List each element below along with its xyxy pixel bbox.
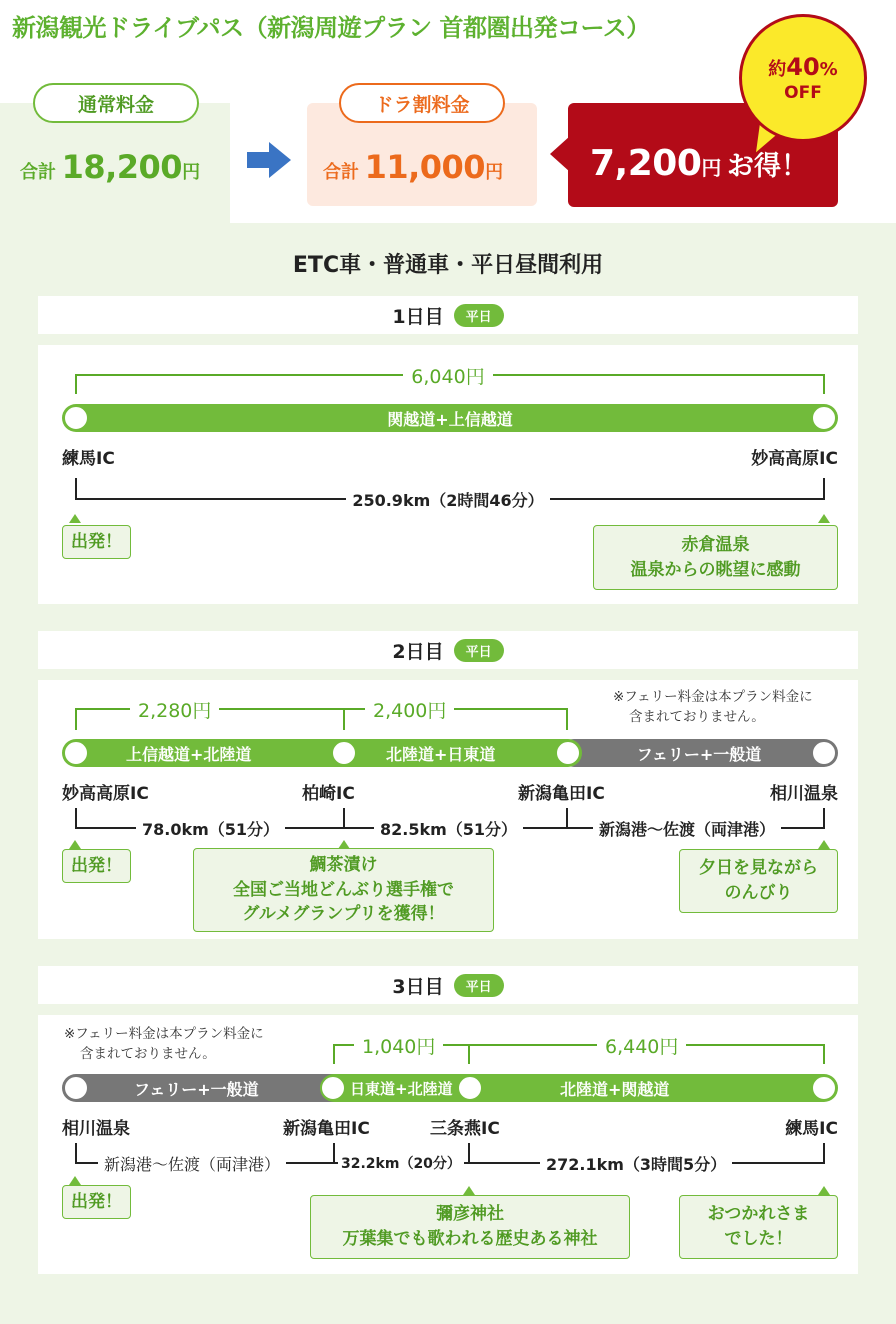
- discount-total-prefix: 合計: [323, 162, 359, 183]
- arrow-right-icon: [245, 140, 293, 180]
- day1-header: [38, 296, 858, 334]
- day3-end-note-1: おつかれさま: [707, 1204, 810, 1225]
- day1-note-line1: 赤倉温泉: [681, 534, 750, 555]
- day2-mid-note-1: 鯛茶漬け: [309, 855, 378, 876]
- day3-road-gray: [62, 1074, 352, 1102]
- day3-dist1: 新潟港〜佐渡（両津港）: [98, 1155, 286, 1174]
- day3-bracket-mid: [468, 1044, 470, 1064]
- day3-dist-tick4: [823, 1143, 825, 1163]
- day3-ferry-note-1: ※フェリー料金は本プラン料金に: [64, 1026, 264, 1042]
- day2-end-note-2: のんびり: [724, 883, 793, 903]
- day2-mid-note: [193, 848, 494, 932]
- day1-start-node: [63, 405, 89, 431]
- day3-bracket-left: [333, 1044, 335, 1064]
- day2-road3-bar: フェリー+一般道: [560, 739, 838, 767]
- usage-conditions: ETC車・普通車・平日昼間利用: [292, 253, 604, 278]
- savings-yen: 円: [701, 156, 722, 180]
- day3-start-marker: [69, 1176, 81, 1185]
- badge-percent: 40: [786, 53, 820, 81]
- day3-end-marker: [818, 1186, 830, 1195]
- normal-total-prefix: 合計: [20, 162, 56, 183]
- day3-node4: [811, 1075, 837, 1101]
- day1-distance: 250.9km（2時間46分）: [346, 491, 549, 510]
- day3-bracket-right: [823, 1044, 825, 1064]
- discount-yen: 円: [485, 162, 504, 183]
- day2-title: 2日目: [392, 640, 444, 663]
- day3-road3: 北陸道+関越道: [560, 1079, 670, 1099]
- day3-dist2-wrap: [338, 1153, 464, 1173]
- day2-price2-wrap: [365, 696, 454, 723]
- normal-price-total: [20, 148, 200, 186]
- weekday-tag: 平日: [454, 639, 504, 662]
- day3-node1: [63, 1075, 89, 1101]
- badge-prefix: 約: [768, 59, 787, 80]
- day2-price2: 2,400円: [365, 700, 454, 722]
- day3-title: 3日目: [392, 975, 444, 998]
- day3-mid-note-1: 彌彦神社: [436, 1204, 504, 1225]
- discount-price-total: [323, 148, 503, 186]
- day1-title: 1日目: [392, 305, 444, 328]
- day2-start-marker: [69, 840, 81, 849]
- day1-price: 6,040円: [403, 366, 492, 388]
- day2-point2: 柏崎IC: [302, 784, 355, 804]
- day2-dist-tick3: [566, 808, 568, 828]
- day3-dist-tick3: [468, 1143, 470, 1163]
- savings-amount: 7,200: [590, 143, 702, 184]
- day2-start-note: 出発！: [62, 849, 131, 883]
- day3-point2: 新潟亀田IC: [283, 1119, 370, 1139]
- day1-end-note: [593, 525, 838, 590]
- day1-end-node: [811, 405, 837, 431]
- day2-road1: 上信越道+北陸道: [126, 744, 252, 764]
- weekday-tag: 平日: [454, 974, 504, 997]
- day2-dist-tick4: [823, 808, 825, 828]
- day2-dist3: 新潟港〜佐渡（両津港）: [593, 820, 781, 839]
- day2-mid-note-2: 全国ご当地どんぶり選手権で: [233, 879, 454, 900]
- day3-node2: [320, 1075, 346, 1101]
- day2-point1: 妙高高原IC: [62, 784, 149, 804]
- badge-percent-sign: %: [819, 59, 838, 80]
- day1-start-note: 出発！: [62, 525, 131, 559]
- day2-end-marker: [818, 840, 830, 849]
- day3-header: [38, 966, 858, 1004]
- day1-note-line2: 温泉からの眺望に感動: [630, 559, 801, 580]
- day2-node3: [555, 740, 581, 766]
- day1-to-ic: 妙高高原IC: [751, 449, 838, 469]
- day2-end-note-1: 夕日を見ながら: [699, 858, 818, 879]
- day2-end-note: [679, 849, 838, 913]
- day2-point4: 相川温泉: [770, 784, 838, 804]
- day1-start-marker: [69, 514, 81, 523]
- day2-dist-tick1: [75, 808, 77, 828]
- day1-road-bar: 関越道+上信越道: [62, 404, 838, 432]
- day2-dist-tick2: [343, 808, 345, 828]
- day2-price1-wrap: [130, 696, 219, 723]
- day2-node2: [331, 740, 357, 766]
- day3-dist-tick2: [333, 1143, 335, 1163]
- normal-yen: 円: [182, 162, 201, 183]
- day3-ferry-note: [64, 1024, 264, 1065]
- day3-ferry-note-2: 含まれておりません。: [80, 1046, 216, 1063]
- day2-node1: [63, 740, 89, 766]
- day1-end-marker: [818, 514, 830, 523]
- day3-road2: 日東道+北陸道: [350, 1079, 453, 1098]
- savings-suffix: お得！: [726, 151, 808, 182]
- page-title: 新潟観光ドライブパス（新潟周遊プラン 首都圏出発コース）: [12, 14, 650, 42]
- day1-price-wrap: [0, 362, 896, 389]
- day2-mid-note-3: グルメグランプリを獲得！: [242, 904, 445, 925]
- day2-node4: [811, 740, 837, 766]
- day2-bracket-left: [75, 708, 77, 730]
- day3-mid-note: [310, 1195, 630, 1259]
- day3-end-note-2: でした！: [724, 1229, 793, 1249]
- day2-ferry-note-2: 含まれておりません。: [629, 709, 765, 726]
- day3-dist3: 272.1km（3時間5分）: [540, 1155, 732, 1174]
- day2-dist2: 82.5km（51分）: [374, 820, 523, 839]
- day2-road2: 北陸道+日東道: [386, 744, 496, 764]
- normal-price-label: 通常料金: [33, 83, 199, 123]
- day1-dist-wrap: [0, 488, 896, 511]
- day2-road-green: [62, 739, 582, 767]
- day2-dist1: 78.0km（51分）: [136, 820, 285, 839]
- day3-price1-wrap: [354, 1032, 443, 1059]
- day2-price1: 2,280円: [130, 700, 219, 722]
- day3-point3: 三条燕IC: [430, 1119, 500, 1139]
- day2-ferry-note: [613, 687, 813, 728]
- day3-price1: 1,040円: [354, 1036, 443, 1058]
- day2-bracket-mid: [343, 708, 345, 730]
- day2-point3: 新潟亀田IC: [518, 784, 605, 804]
- day2-ferry-note-1: ※フェリー料金は本プラン料金に: [613, 689, 813, 705]
- day3-dist3-wrap: [540, 1152, 732, 1175]
- day3-road1: フェリー+一般道: [134, 1079, 259, 1099]
- day2-bracket-right: [566, 708, 568, 730]
- day2-header: [38, 631, 858, 669]
- discount-total-amount: 11,000: [364, 148, 486, 186]
- day3-point4: 練馬IC: [785, 1119, 838, 1139]
- day2-dist1-wrap: [136, 817, 285, 840]
- discount-price-label: ドラ割料金: [339, 83, 505, 123]
- day2-dist3-wrap: [593, 817, 781, 840]
- day3-end-note: [679, 1195, 838, 1259]
- normal-total-amount: 18,200: [61, 148, 183, 186]
- day1-from-ic: 練馬IC: [62, 449, 115, 469]
- day3-price2: 6,440円: [597, 1036, 686, 1058]
- badge-off: OFF: [784, 83, 822, 103]
- day3-dist2: 32.2km（20分）: [338, 1156, 464, 1172]
- day2-dist2-wrap: [374, 817, 523, 840]
- day3-start-note: 出発！: [62, 1185, 131, 1219]
- weekday-tag: 平日: [454, 304, 504, 327]
- day3-node3: [457, 1075, 483, 1101]
- day3-dist1-wrap: [98, 1152, 286, 1175]
- day3-dist-tick1: [75, 1143, 77, 1163]
- day3-price2-wrap: [597, 1032, 686, 1059]
- day3-point1: 相川温泉: [62, 1119, 130, 1139]
- day3-mid-marker: [463, 1186, 475, 1195]
- day3-mid-note-2: 万葉集でも歌われる歴史ある神社: [342, 1229, 598, 1249]
- day3-road-green: [320, 1074, 838, 1102]
- discount-badge: [739, 14, 867, 142]
